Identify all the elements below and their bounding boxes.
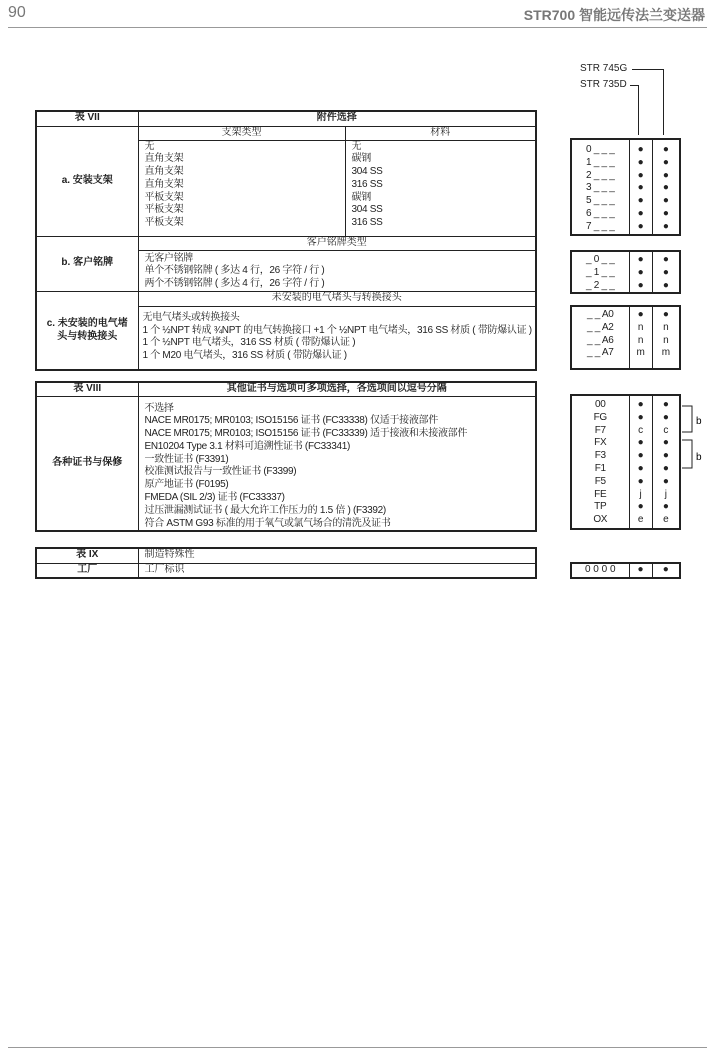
availability-mark: ●	[662, 182, 669, 194]
option-codes	[571, 251, 629, 293]
availability-mark: ●	[662, 156, 669, 168]
availability-mark: ●	[637, 475, 644, 487]
option-code: _ 0 _ _	[586, 254, 615, 265]
option-codes	[571, 139, 629, 235]
option-line: 直角支架	[144, 153, 184, 165]
option-line: 碳钢	[351, 153, 371, 165]
availability-mark: ●	[637, 220, 644, 232]
availability-mark: ●	[637, 254, 644, 265]
availability-745g	[629, 251, 652, 293]
option-code: 5 _ _ _	[586, 195, 615, 207]
option-code: 2 _ _ _	[586, 169, 615, 181]
table-vii	[35, 110, 537, 371]
option-code: _ _ A7	[586, 347, 614, 359]
option-line: 1 个 ½NPT 转成 ¾NPT 的电气转换接口 +1 个 ½NPT 电气堵头，316 SS 材质 ( 带防爆认证 )	[142, 324, 532, 336]
option-code: _ _ A6	[586, 334, 614, 346]
availability-mark: ●	[662, 207, 669, 219]
availability-mark: ●	[637, 169, 644, 181]
option-code: F7	[594, 424, 606, 436]
col-header-type: 支架类型	[138, 126, 345, 140]
option-code: _ _ A0	[586, 309, 614, 320]
availability-745g	[629, 395, 652, 529]
header-divider	[8, 27, 707, 28]
option-codes	[571, 306, 629, 369]
option-code: 0 _ _ _	[586, 144, 615, 155]
row-label-b: b. 客户铭牌	[36, 236, 138, 291]
option-line: 平板支架	[144, 217, 184, 229]
availability-mark: ●	[662, 309, 669, 320]
availability-mark: ●	[662, 399, 669, 410]
option-line: 两个不锈钢铭牌 ( 多达 4 行，26 字符 / 行 )	[144, 278, 325, 290]
row-label-c: c. 未安装的电气堵头与转换接头	[36, 291, 138, 370]
availability-mark: n	[663, 334, 669, 346]
option-line: EN10204 Type 3.1 材料可追溯性证书 (FC33341)	[144, 440, 351, 452]
availability-mark: ●	[662, 501, 669, 513]
option-line: 过压泄漏测试证书 ( 最大允许工作压力的 1.5 倍 ) (F3392)	[144, 504, 386, 516]
availability-mark: e	[663, 514, 669, 526]
code-box-bracket	[570, 138, 681, 236]
availability-mark: ●	[637, 309, 644, 320]
subheader-c: 未安装的电气堵头与转换接头	[138, 291, 536, 306]
subheader-b: 客户铭牌类型	[138, 236, 536, 250]
option-code: _ _ A2	[586, 321, 614, 333]
availability-mark: ●	[662, 279, 669, 291]
option-line: 一致性证书 (F3391)	[144, 453, 229, 465]
option-code: 6 _ _ _	[586, 207, 615, 219]
availability-mark: ●	[662, 450, 669, 462]
arrow-745g-stem	[663, 69, 664, 135]
availability-mark: ●	[637, 279, 644, 291]
availability-735d	[652, 306, 680, 369]
availability-mark: ●	[637, 182, 644, 194]
bracket-notes	[680, 400, 710, 480]
document-title: STR700 智能远传法兰变送器	[523, 7, 705, 23]
bracket-note: b	[696, 452, 702, 463]
code-box-factory	[570, 562, 681, 579]
bracket-materials	[345, 140, 536, 236]
availability-mark: n	[663, 321, 669, 333]
availability-mark: n	[637, 334, 644, 346]
option-line: 原产地证书 (F0195)	[144, 479, 229, 491]
table-label: 表 VII	[36, 111, 138, 126]
option-code: F3	[594, 450, 606, 462]
option-line: NACE MR0175; MR0103; ISO15156 证书 (FC33339) 适于接液和未接液部件	[144, 428, 468, 440]
availability-mark: ●	[637, 399, 644, 410]
availability-mark: e	[637, 514, 644, 526]
availability-735d	[652, 251, 680, 293]
bracket-note: b	[696, 416, 702, 427]
availability-mark: ●	[662, 462, 669, 474]
model-label-735d: STR 735D	[580, 79, 627, 90]
availability-mark: ●	[662, 254, 669, 265]
row-label-factory: 工厂	[36, 563, 138, 578]
table-viii	[35, 381, 537, 532]
table-title: 其他证书与选项可多项选择，各选项间以逗号分隔	[138, 382, 536, 396]
availability-mark: ●	[637, 266, 644, 278]
availability-mark: n	[637, 321, 644, 333]
option-code: _ 1 _ _	[586, 266, 615, 278]
option-line: 316 SS	[351, 217, 383, 229]
option-code: FX	[594, 437, 607, 449]
model-label-745g: STR 745G	[580, 63, 628, 74]
option-line: FMEDA (SIL 2/3) 证书 (FC33337)	[144, 492, 285, 504]
arrow-735d-stem	[638, 85, 639, 135]
table-title: 制造特殊性	[138, 548, 536, 563]
availability-mark: c	[663, 424, 669, 436]
availability-mark: ●	[662, 195, 669, 207]
availability-mark: ●	[662, 144, 669, 155]
factory-id: 工厂标识	[138, 563, 536, 578]
col-header-material: 材料	[345, 126, 536, 140]
availability-mark: ●	[662, 437, 669, 449]
option-code: _ 2 _ _	[586, 279, 615, 291]
availability-735d	[652, 139, 680, 235]
availability-mark: ●	[637, 450, 644, 462]
availability-mark: ●	[637, 207, 644, 219]
bracket-types	[138, 140, 345, 236]
availability-745g	[629, 139, 652, 235]
option-code: 00	[594, 399, 606, 410]
cert-options	[138, 396, 536, 531]
option-line: 符合 ASTM G93 标准的用于氧气或氯气场合的清洗及证书	[144, 517, 391, 529]
code-box-certs	[570, 394, 681, 530]
availability-mark: j	[664, 488, 667, 500]
availability-mark: ●	[637, 411, 644, 423]
option-line: 304 SS	[351, 204, 383, 216]
code-box-plugs	[570, 305, 681, 370]
availability-735d: ●	[652, 563, 680, 578]
option-line: 碳钢	[351, 191, 371, 203]
option-line: 校准测试报告与一致性证书 (F3399)	[144, 466, 297, 478]
option-line: 平板支架	[144, 191, 184, 203]
table-label: 表 VIII	[36, 382, 138, 396]
plug-options	[138, 306, 536, 370]
option-line: 无	[144, 140, 155, 152]
option-line: 单个不锈钢铭牌 ( 多达 4 行，26 字符 / 行 )	[144, 265, 325, 277]
option-codes	[571, 395, 629, 529]
availability-mark: ●	[662, 475, 669, 487]
option-code: F5	[594, 475, 606, 487]
option-line: 1 个 ½NPT 电气堵头，316 SS 材质 ( 带防爆认证 )	[142, 337, 356, 349]
availability-mark: c	[638, 424, 643, 436]
availability-mark: ●	[662, 266, 669, 278]
row-label-a: a. 安装支架	[36, 126, 138, 236]
option-line: 平板支架	[144, 204, 184, 216]
option-line: 1 个 M20 电气堵头，316 SS 材质 ( 带防爆认证 )	[142, 350, 347, 362]
nameplate-options	[138, 250, 536, 291]
availability-mark: ●	[637, 144, 644, 155]
option-line: 直角支架	[144, 166, 184, 178]
row-label-certs: 各种证书与保修	[36, 396, 138, 531]
option-line: 316 SS	[351, 178, 383, 190]
page-number: 90	[8, 4, 26, 21]
availability-mark: ●	[637, 501, 644, 513]
footer-divider	[8, 1047, 707, 1048]
option-code: OX	[593, 514, 608, 526]
option-line: 直角支架	[144, 178, 184, 190]
availability-mark: m	[636, 347, 645, 359]
availability-mark: ●	[637, 437, 644, 449]
option-code: 3 _ _ _	[586, 182, 615, 194]
option-code: 0 0 0 0	[571, 563, 629, 578]
arrow-745g	[632, 69, 664, 70]
option-line: 不选择	[144, 402, 174, 414]
option-line: 无	[351, 140, 362, 152]
code-box-nameplate	[570, 250, 681, 294]
option-code: 7 _ _ _	[586, 220, 615, 232]
option-line: 无电气堵头或转换接头	[142, 311, 240, 323]
option-code: FE	[594, 488, 607, 500]
option-code: 1 _ _ _	[586, 156, 615, 168]
availability-mark: ●	[637, 462, 644, 474]
availability-mark: ●	[637, 156, 644, 168]
option-line: 304 SS	[351, 166, 383, 178]
option-code: TP	[594, 501, 607, 513]
availability-745g	[629, 306, 652, 369]
option-code: FG	[593, 411, 607, 423]
availability-mark: j	[639, 488, 642, 500]
option-code: F1	[594, 462, 606, 474]
availability-mark: ●	[637, 195, 644, 207]
availability-mark: ●	[662, 169, 669, 181]
availability-735d	[652, 395, 680, 529]
availability-mark: ●	[662, 411, 669, 423]
table-title: 附件选择	[138, 111, 536, 126]
availability-mark: ●	[662, 220, 669, 232]
availability-mark: m	[661, 347, 670, 359]
table-ix	[35, 547, 537, 579]
option-line: NACE MR0175; MR0103; ISO15156 证书 (FC33338) 仅适于接液部件	[144, 415, 438, 427]
table-label: 表 IX	[36, 548, 138, 563]
option-line: 无客户铭牌	[144, 252, 193, 264]
availability-745g: ●	[629, 563, 652, 578]
